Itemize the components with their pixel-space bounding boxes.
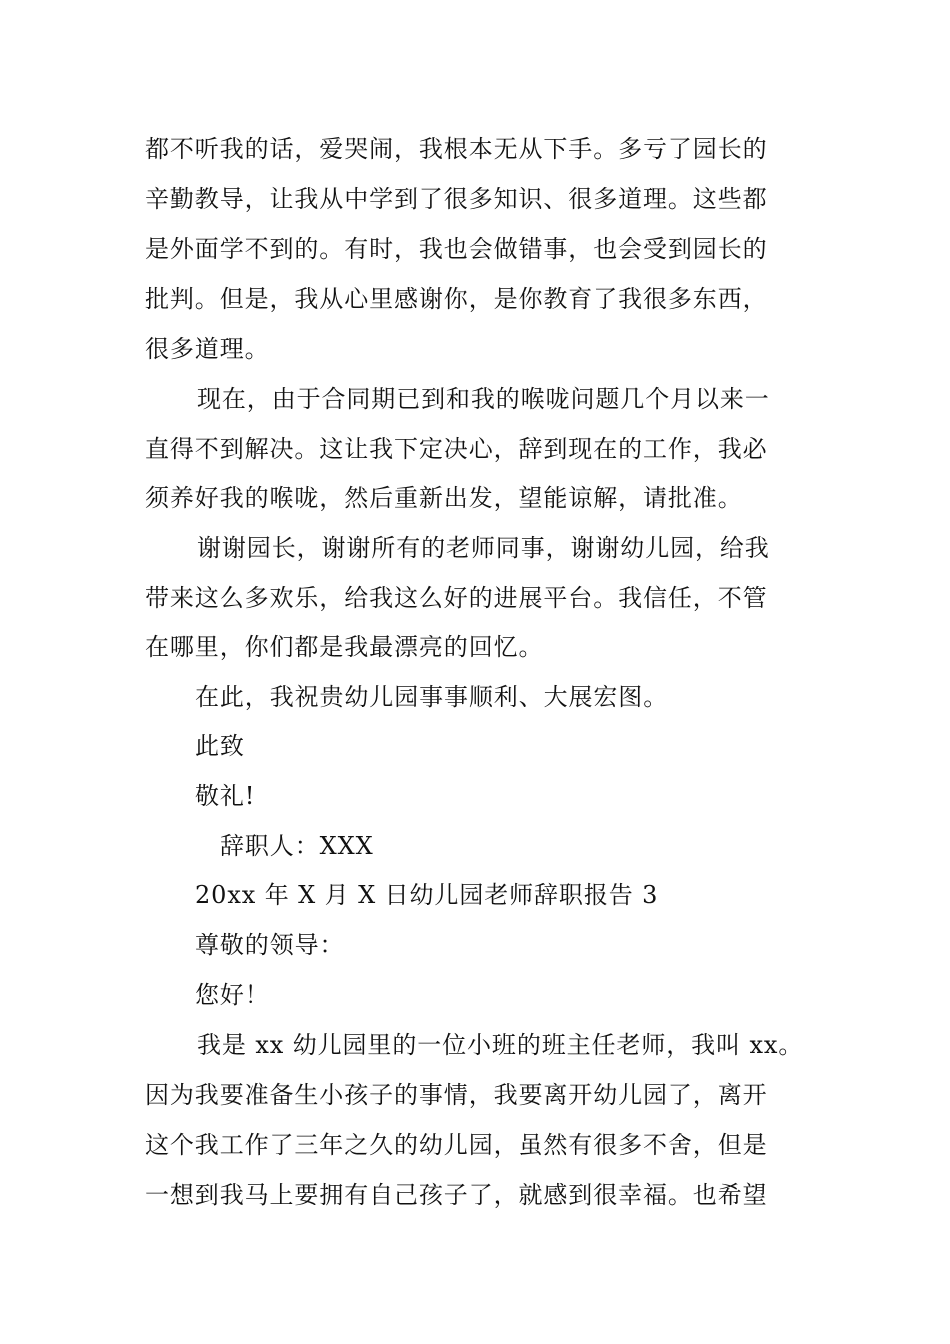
text-line-5: 很多道理。 (145, 335, 270, 363)
text-line-2: 辛勤教导，让我从中学到了很多知识、很多道理。这些都 (145, 185, 768, 213)
text-line-7: 直得不到解决。这让我下定决心，辞到现在的工作，我必 (145, 435, 768, 463)
text-line-12: 在此，我祝贵幼儿园事事顺利、大展宏图。 (195, 683, 669, 711)
text-line-6: 现在，由于合同期已到和我的喉咙问题几个月以来一 (197, 385, 770, 413)
text-line-11: 在哪里，你们都是我最漂亮的回忆。 (145, 633, 544, 661)
text-line-3: 是外面学不到的。有时，我也会做错事，也会受到园长的 (145, 235, 768, 263)
text-line-16: 20xx 年 X 月 X 日幼儿园老师辞职报告 3 (195, 881, 659, 909)
text-line-20: 因为我要准备生小孩子的事情，我要离开幼儿园了，离开 (145, 1081, 768, 1109)
text-line-15: 辞职人：XXX (220, 832, 374, 860)
text-line-22: 一想到我马上要拥有自己孩子了，就感到很幸福。也希望 (145, 1181, 768, 1209)
text-line-1: 都不听我的话，爱哭闹，我根本无从下手。多亏了园长的 (145, 135, 768, 163)
text-line-21: 这个我工作了三年之久的幼儿园，虽然有很多不舍，但是 (145, 1131, 768, 1159)
text-line-8: 须养好我的喉咙，然后重新出发，望能谅解，请批准。 (145, 484, 743, 512)
text-line-19: 我是 xx 幼儿园里的一位小班的班主任老师，我叫 xx。 (197, 1031, 804, 1059)
text-line-4: 批判。但是，我从心里感谢你，是你教育了我很多东西， (145, 285, 768, 313)
text-line-14: 敬礼! (195, 782, 256, 810)
text-line-9: 谢谢园长，谢谢所有的老师同事，谢谢幼儿园，给我 (197, 534, 770, 562)
text-line-13: 此致 (195, 732, 245, 760)
text-line-18: 您好！ (195, 981, 270, 1009)
text-line-17: 尊敬的领导： (195, 931, 345, 959)
text-line-10: 带来这么多欢乐，给我这么好的进展平台。我信任，不管 (145, 584, 768, 612)
